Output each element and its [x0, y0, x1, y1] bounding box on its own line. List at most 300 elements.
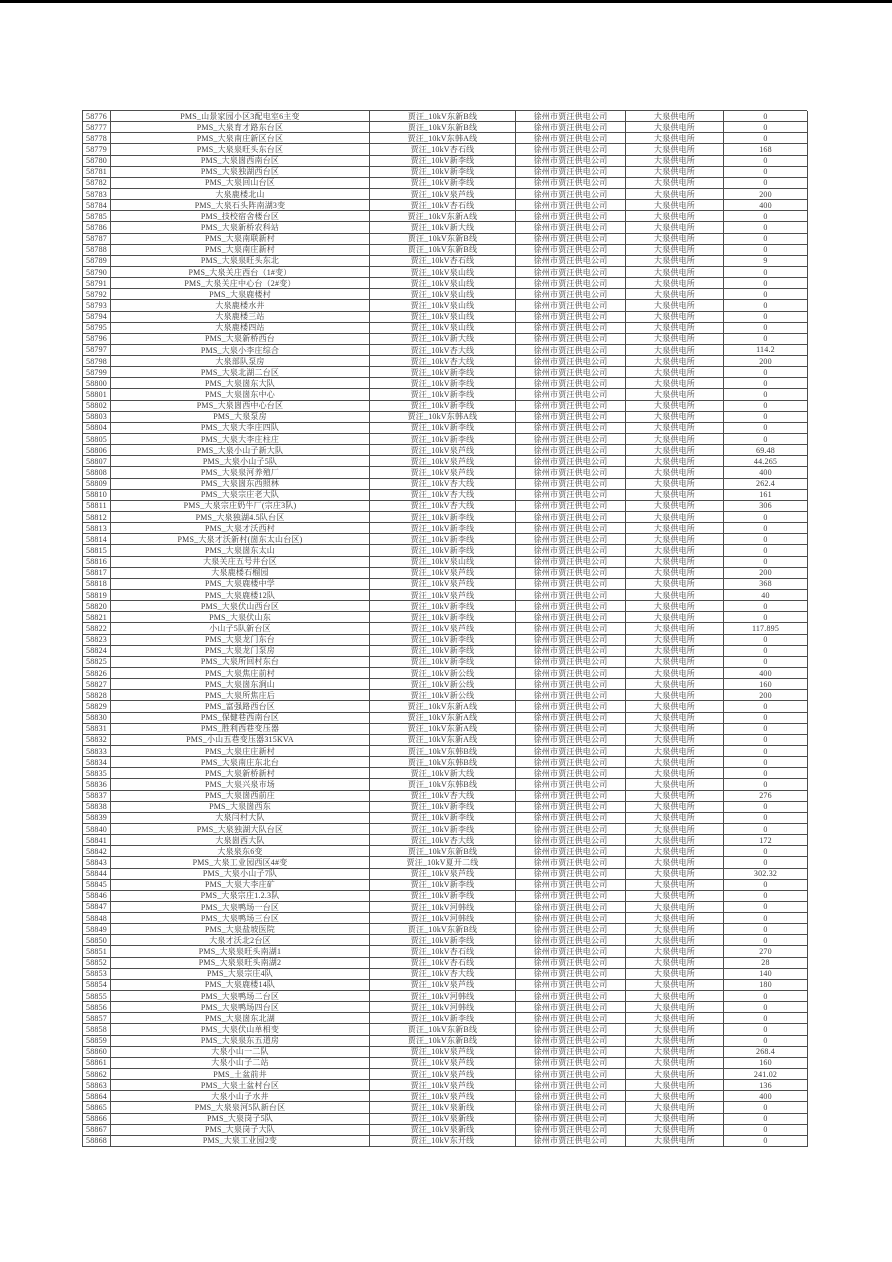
- cell-name: PMS_大泉泉旺头东台区: [111, 144, 370, 155]
- cell-name: PMS_大泉崮西中心台区: [111, 401, 370, 412]
- cell-id: 58830: [83, 713, 111, 724]
- cell-company: 徐州市贾汪供电公司: [516, 534, 626, 545]
- cell-company: 徐州市贾汪供电公司: [516, 958, 626, 969]
- cell-id: 58796: [83, 334, 111, 345]
- cell-company: 徐州市贾汪供电公司: [516, 467, 626, 478]
- cell-id: 58807: [83, 456, 111, 467]
- cell-name: PMS_大泉庄庄新村: [111, 746, 370, 757]
- cell-station: 大泉供电所: [626, 1002, 724, 1013]
- table-row: [83, 234, 808, 245]
- cell-name: PMS_大泉所回村东台: [111, 657, 370, 668]
- cell-company: 徐州市贾汪供电公司: [516, 378, 626, 389]
- cell-station: 大泉供电所: [626, 1114, 724, 1125]
- cell-name: PMS_大泉岗子5队: [111, 1114, 370, 1125]
- cell-value: 40: [724, 590, 808, 601]
- table-row: [83, 1091, 808, 1102]
- cell-line: 贾汪_10kV杏大线: [370, 835, 516, 846]
- table-row: [83, 389, 808, 400]
- table-row: [83, 835, 808, 846]
- cell-id: 58853: [83, 969, 111, 980]
- cell-station: 大泉供电所: [626, 735, 724, 746]
- cell-company: 徐州市贾汪供电公司: [516, 635, 626, 646]
- cell-id: 58823: [83, 635, 111, 646]
- cell-company: 徐州市贾汪供电公司: [516, 935, 626, 946]
- cell-line: 贾汪_10kV河韩线: [370, 1002, 516, 1013]
- cell-id: 58781: [83, 167, 111, 178]
- cell-value: 117.895: [724, 623, 808, 634]
- cell-company: 徐州市贾汪供电公司: [516, 1114, 626, 1125]
- cell-value: 0: [724, 334, 808, 345]
- table-row: [83, 612, 808, 623]
- cell-company: 徐州市贾汪供电公司: [516, 835, 626, 846]
- cell-value: 0: [724, 657, 808, 668]
- cell-company: 徐州市贾汪供电公司: [516, 1069, 626, 1080]
- cell-line: 贾汪_10kV新公线: [370, 679, 516, 690]
- cell-line: 贾汪_10kV河韩线: [370, 913, 516, 924]
- cell-station: 大泉供电所: [626, 1102, 724, 1113]
- cell-value: 270: [724, 946, 808, 957]
- cell-line: 贾汪_10kV杏石线: [370, 256, 516, 267]
- cell-value: 0: [724, 323, 808, 334]
- cell-company: 徐州市贾汪供电公司: [516, 245, 626, 256]
- cell-station: 大泉供电所: [626, 724, 724, 735]
- cell-value: 0: [724, 267, 808, 278]
- cell-line: 贾汪_10kV杏大线: [370, 969, 516, 980]
- table-row: [83, 902, 808, 913]
- cell-name: PMS_大泉伏山西台区: [111, 601, 370, 612]
- cell-id: 58865: [83, 1102, 111, 1113]
- cell-name: PMS_大泉龙门泵房: [111, 646, 370, 657]
- cell-station: 大泉供电所: [626, 935, 724, 946]
- cell-line: 贾汪_10kV新李线: [370, 378, 516, 389]
- cell-company: 徐州市贾汪供电公司: [516, 389, 626, 400]
- table-row: [83, 579, 808, 590]
- cell-station: 大泉供电所: [626, 713, 724, 724]
- cell-value: 0: [724, 434, 808, 445]
- cell-station: 大泉供电所: [626, 1125, 724, 1136]
- cell-station: 大泉供电所: [626, 701, 724, 712]
- cell-value: 0: [724, 367, 808, 378]
- cell-name: PMS_大泉育才路东台区: [111, 122, 370, 133]
- cell-station: 大泉供电所: [626, 490, 724, 501]
- cell-id: 58786: [83, 222, 111, 233]
- cell-value: 0: [724, 222, 808, 233]
- cell-line: 贾汪_10kV新李线: [370, 167, 516, 178]
- cell-value: 0: [724, 523, 808, 534]
- cell-station: 大泉供电所: [626, 434, 724, 445]
- cell-id: 58819: [83, 590, 111, 601]
- table-row: [83, 891, 808, 902]
- cell-value: 172: [724, 835, 808, 846]
- cell-value: 241.02: [724, 1069, 808, 1080]
- cell-id: 58803: [83, 412, 111, 423]
- cell-company: 徐州市贾汪供电公司: [516, 991, 626, 1002]
- cell-station: 大泉供电所: [626, 278, 724, 289]
- cell-id: 58868: [83, 1136, 111, 1147]
- cell-station: 大泉供电所: [626, 824, 724, 835]
- cell-station: 大泉供电所: [626, 423, 724, 434]
- cell-id: 58836: [83, 779, 111, 790]
- cell-station: 大泉供电所: [626, 345, 724, 356]
- table-row: [83, 156, 808, 167]
- cell-line: 贾汪_10kV东新B线: [370, 245, 516, 256]
- cell-id: 58851: [83, 946, 111, 957]
- cell-station: 大泉供电所: [626, 1069, 724, 1080]
- table-row: [83, 1036, 808, 1047]
- cell-id: 58791: [83, 278, 111, 289]
- cell-station: 大泉供电所: [626, 958, 724, 969]
- cell-line: 贾汪_10kV新李线: [370, 880, 516, 891]
- cell-station: 大泉供电所: [626, 156, 724, 167]
- cell-company: 徐州市贾汪供电公司: [516, 356, 626, 367]
- cell-name: 大泉小山子水井: [111, 1091, 370, 1102]
- cell-name: PMS_大泉土盆村台区: [111, 1080, 370, 1091]
- cell-value: 0: [724, 891, 808, 902]
- cell-value: 0: [724, 802, 808, 813]
- cell-company: 徐州市贾汪供电公司: [516, 646, 626, 657]
- cell-id: 58856: [83, 1002, 111, 1013]
- cell-name: PMS_大泉南庄东北台: [111, 757, 370, 768]
- cell-id: 58790: [83, 267, 111, 278]
- cell-id: 58808: [83, 467, 111, 478]
- cell-name: 大泉鹿楼石榴园: [111, 568, 370, 579]
- table-row: [83, 278, 808, 289]
- cell-company: 徐州市贾汪供电公司: [516, 735, 626, 746]
- cell-id: 58810: [83, 490, 111, 501]
- cell-line: 贾汪_10kV河韩线: [370, 991, 516, 1002]
- cell-company: 徐州市贾汪供电公司: [516, 846, 626, 857]
- cell-company: 徐州市贾汪供电公司: [516, 445, 626, 456]
- cell-company: 徐州市贾汪供电公司: [516, 612, 626, 623]
- cell-company: 徐州市贾汪供电公司: [516, 902, 626, 913]
- cell-name: PMS_大泉泉旺头南湖2: [111, 958, 370, 969]
- cell-id: 58867: [83, 1125, 111, 1136]
- cell-station: 大泉供电所: [626, 456, 724, 467]
- cell-name: PMS_大泉泉旺头东北: [111, 256, 370, 267]
- cell-line: 贾汪_10kV杏大线: [370, 356, 516, 367]
- table-row: [83, 456, 808, 467]
- cell-line: 贾汪_10kV泉山线: [370, 278, 516, 289]
- cell-company: 徐州市贾汪供电公司: [516, 222, 626, 233]
- table-row: [83, 880, 808, 891]
- cell-line: 贾汪_10kV东新B线: [370, 924, 516, 935]
- cell-value: 0: [724, 178, 808, 189]
- cell-station: 大泉供电所: [626, 256, 724, 267]
- cell-value: 9: [724, 256, 808, 267]
- cell-value: 302.32: [724, 869, 808, 880]
- cell-company: 徐州市贾汪供电公司: [516, 133, 626, 144]
- cell-id: 58866: [83, 1114, 111, 1125]
- cell-id: 58818: [83, 579, 111, 590]
- cell-id: 58812: [83, 512, 111, 523]
- table-row: [83, 690, 808, 701]
- cell-id: 58804: [83, 423, 111, 434]
- cell-company: 徐州市贾汪供电公司: [516, 1125, 626, 1136]
- cell-line: 贾汪_10kV新公线: [370, 668, 516, 679]
- table-row: [83, 133, 808, 144]
- cell-company: 徐州市贾汪供电公司: [516, 156, 626, 167]
- cell-id: 58794: [83, 312, 111, 323]
- cell-name: PMS_大泉南联新村: [111, 234, 370, 245]
- cell-line: 贾汪_10kV泉芦线: [370, 1080, 516, 1091]
- cell-value: 200: [724, 356, 808, 367]
- cell-id: 58792: [83, 289, 111, 300]
- cell-station: 大泉供电所: [626, 913, 724, 924]
- cell-id: 58838: [83, 802, 111, 813]
- cell-id: 58789: [83, 256, 111, 267]
- cell-value: 0: [724, 122, 808, 133]
- cell-line: 贾汪_10kV新公线: [370, 690, 516, 701]
- cell-station: 大泉供电所: [626, 690, 724, 701]
- cell-value: 0: [724, 1002, 808, 1013]
- cell-name: 小山子5队新台区: [111, 623, 370, 634]
- table-row: [83, 735, 808, 746]
- cell-station: 大泉供电所: [626, 891, 724, 902]
- table-row: [83, 1125, 808, 1136]
- cell-company: 徐州市贾汪供电公司: [516, 412, 626, 423]
- cell-station: 大泉供电所: [626, 568, 724, 579]
- cell-company: 徐州市贾汪供电公司: [516, 791, 626, 802]
- cell-station: 大泉供电所: [626, 534, 724, 545]
- cell-line: 贾汪_10kV新李线: [370, 401, 516, 412]
- cell-company: 徐州市贾汪供电公司: [516, 891, 626, 902]
- cell-company: 徐州市贾汪供电公司: [516, 802, 626, 813]
- cell-name: PMS_大泉宗庄老大队: [111, 490, 370, 501]
- cell-name: PMS_大泉伏山东: [111, 612, 370, 623]
- cell-id: 58839: [83, 813, 111, 824]
- cell-id: 58855: [83, 991, 111, 1002]
- cell-value: 0: [724, 389, 808, 400]
- cell-line: 贾汪_10kV泉芦线: [370, 1069, 516, 1080]
- cell-value: 262.4: [724, 479, 808, 490]
- cell-id: 58777: [83, 122, 111, 133]
- cell-line: 贾汪_10kV东韩A线: [370, 133, 516, 144]
- cell-name: PMS_大泉工业园2变: [111, 1136, 370, 1147]
- table-row: [83, 256, 808, 267]
- cell-station: 大泉供电所: [626, 846, 724, 857]
- cell-company: 徐州市贾汪供电公司: [516, 579, 626, 590]
- table-row: [83, 623, 808, 634]
- cell-id: 58780: [83, 156, 111, 167]
- table-row: [83, 289, 808, 300]
- cell-value: 0: [724, 913, 808, 924]
- cell-id: 58860: [83, 1047, 111, 1058]
- cell-line: 贾汪_10kV新李线: [370, 178, 516, 189]
- cell-company: 徐州市贾汪供电公司: [516, 1136, 626, 1147]
- cell-id: 58862: [83, 1069, 111, 1080]
- cell-value: 168: [724, 144, 808, 155]
- cell-station: 大泉供电所: [626, 835, 724, 846]
- table-row: [83, 300, 808, 311]
- cell-name: PMS_大泉崮西南台区: [111, 156, 370, 167]
- cell-name: PMS_大泉宗庄1.2.3队: [111, 891, 370, 902]
- cell-value: 140: [724, 969, 808, 980]
- cell-line: 贾汪_10kV杏大线: [370, 501, 516, 512]
- cell-value: 0: [724, 735, 808, 746]
- cell-company: 徐州市贾汪供电公司: [516, 679, 626, 690]
- cell-line: 贾汪_10kV新李线: [370, 1013, 516, 1024]
- cell-station: 大泉供电所: [626, 757, 724, 768]
- cell-station: 大泉供电所: [626, 211, 724, 222]
- cell-company: 徐州市贾汪供电公司: [516, 479, 626, 490]
- cell-company: 徐州市贾汪供电公司: [516, 779, 626, 790]
- cell-line: 贾汪_10kV东新A线: [370, 735, 516, 746]
- cell-id: 58854: [83, 980, 111, 991]
- cell-line: 贾汪_10kV东新B线: [370, 1024, 516, 1035]
- cell-company: 徐州市贾汪供电公司: [516, 289, 626, 300]
- cell-station: 大泉供电所: [626, 222, 724, 233]
- cell-value: 0: [724, 557, 808, 568]
- cell-company: 徐州市贾汪供电公司: [516, 345, 626, 356]
- cell-station: 大泉供电所: [626, 623, 724, 634]
- cell-value: 200: [724, 690, 808, 701]
- cell-company: 徐州市贾汪供电公司: [516, 746, 626, 757]
- cell-value: 306: [724, 501, 808, 512]
- table-row: [83, 445, 808, 456]
- cell-id: 58787: [83, 234, 111, 245]
- cell-name: PMS_大泉大李庄四队: [111, 423, 370, 434]
- cell-value: 0: [724, 512, 808, 523]
- cell-name: PMS_大泉北湖二台区: [111, 367, 370, 378]
- cell-value: 0: [724, 813, 808, 824]
- cell-id: 58858: [83, 1024, 111, 1035]
- cell-name: PMS_大泉鹿楼14队: [111, 980, 370, 991]
- cell-name: PMS_大泉大李庄矿: [111, 880, 370, 891]
- cell-company: 徐州市贾汪供电公司: [516, 234, 626, 245]
- cell-id: 58815: [83, 545, 111, 556]
- cell-value: 0: [724, 401, 808, 412]
- cell-id: 58814: [83, 534, 111, 545]
- table-row: [83, 724, 808, 735]
- table-row: [83, 1080, 808, 1091]
- cell-company: 徐州市贾汪供电公司: [516, 590, 626, 601]
- cell-station: 大泉供电所: [626, 501, 724, 512]
- cell-company: 徐州市贾汪供电公司: [516, 713, 626, 724]
- cell-station: 大泉供电所: [626, 657, 724, 668]
- table-row: [83, 111, 808, 122]
- table-row: [83, 545, 808, 556]
- cell-value: 200: [724, 568, 808, 579]
- cell-value: 0: [724, 245, 808, 256]
- table-row: [83, 512, 808, 523]
- cell-value: 0: [724, 378, 808, 389]
- cell-station: 大泉供电所: [626, 1058, 724, 1069]
- cell-line: 贾汪_10kV新李线: [370, 523, 516, 534]
- cell-station: 大泉供电所: [626, 813, 724, 824]
- cell-value: 160: [724, 679, 808, 690]
- cell-station: 大泉供电所: [626, 590, 724, 601]
- cell-value: 0: [724, 278, 808, 289]
- cell-line: 贾汪_10kV泉芦线: [370, 1047, 516, 1058]
- cell-value: 0: [724, 412, 808, 423]
- cell-name: PMS_胜利西巷变压器: [111, 724, 370, 735]
- cell-company: 徐州市贾汪供电公司: [516, 557, 626, 568]
- cell-value: 400: [724, 668, 808, 679]
- cell-company: 徐州市贾汪供电公司: [516, 144, 626, 155]
- cell-name: PMS_大泉崮东北湖: [111, 1013, 370, 1024]
- cell-id: 58844: [83, 869, 111, 880]
- cell-line: 贾汪_10kV杏大线: [370, 791, 516, 802]
- cell-company: 徐州市贾汪供电公司: [516, 724, 626, 735]
- cell-station: 大泉供电所: [626, 267, 724, 278]
- cell-company: 徐州市贾汪供电公司: [516, 423, 626, 434]
- cell-company: 徐州市贾汪供电公司: [516, 668, 626, 679]
- cell-station: 大泉供电所: [626, 245, 724, 256]
- cell-line: 贾汪_10kV新李线: [370, 367, 516, 378]
- cell-id: 58837: [83, 791, 111, 802]
- cell-value: 0: [724, 846, 808, 857]
- cell-name: PMS_大泉才沃新村(崮东太山台区): [111, 534, 370, 545]
- cell-station: 大泉供电所: [626, 378, 724, 389]
- table-row: [83, 323, 808, 334]
- cell-station: 大泉供电所: [626, 969, 724, 980]
- cell-company: 徐州市贾汪供电公司: [516, 501, 626, 512]
- scan-artifact-top-bar: [0, 0, 892, 3]
- cell-id: 58784: [83, 200, 111, 211]
- cell-name: PMS_大泉鹿楼村: [111, 289, 370, 300]
- table-row: [83, 969, 808, 980]
- cell-name: PMS_大泉鹿楼中学: [111, 579, 370, 590]
- table-row: [83, 1047, 808, 1058]
- cell-line: 贾汪_10kV泉芦线: [370, 1058, 516, 1069]
- cell-value: 0: [724, 312, 808, 323]
- cell-value: 0: [724, 880, 808, 891]
- cell-name: PMS_大泉崮西东: [111, 802, 370, 813]
- cell-id: 58824: [83, 646, 111, 657]
- cell-line: 贾汪_10kV新李线: [370, 935, 516, 946]
- cell-line: 贾汪_10kV新大线: [370, 768, 516, 779]
- cell-name: PMS_大泉崮东西照林: [111, 479, 370, 490]
- cell-line: 贾汪_10kV东韩B线: [370, 779, 516, 790]
- cell-value: 0: [724, 724, 808, 735]
- cell-station: 大泉供电所: [626, 122, 724, 133]
- cell-line: 贾汪_10kV东韩B线: [370, 746, 516, 757]
- cell-line: 贾汪_10kV杏大线: [370, 490, 516, 501]
- cell-value: 161: [724, 490, 808, 501]
- cell-name: PMS_大泉石头阵南湖3变: [111, 200, 370, 211]
- cell-value: 180: [724, 980, 808, 991]
- cell-company: 徐州市贾汪供电公司: [516, 1080, 626, 1091]
- cell-company: 徐州市贾汪供电公司: [516, 568, 626, 579]
- cell-id: 58845: [83, 880, 111, 891]
- cell-line: 贾汪_10kV东新A线: [370, 701, 516, 712]
- cell-name: PMS_大泉关庄西台（1#变）: [111, 267, 370, 278]
- cell-value: 0: [724, 156, 808, 167]
- cell-line: 贾汪_10kV新李线: [370, 824, 516, 835]
- cell-line: 贾汪_10kV东新B线: [370, 234, 516, 245]
- cell-value: 0: [724, 924, 808, 935]
- cell-name: 大泉鹿楼三站: [111, 312, 370, 323]
- cell-name: PMS_大泉南庄新村: [111, 245, 370, 256]
- cell-line: 贾汪_10kV泉新线: [370, 1125, 516, 1136]
- table-row: [83, 122, 808, 133]
- cell-value: 0: [724, 757, 808, 768]
- cell-value: 0: [724, 211, 808, 222]
- cell-id: 58779: [83, 144, 111, 155]
- table-row: [83, 312, 808, 323]
- cell-name: 大泉鹿楼北山: [111, 189, 370, 200]
- cell-line: 贾汪_10kV东新B线: [370, 846, 516, 857]
- cell-company: 徐州市贾汪供电公司: [516, 189, 626, 200]
- cell-name: PMS_大泉独湖大队台区: [111, 824, 370, 835]
- cell-name: PMS_大泉崮东太山: [111, 545, 370, 556]
- cell-name: PMS_大泉小山子新大队: [111, 445, 370, 456]
- cell-name: PMS_大泉崮东大队: [111, 378, 370, 389]
- cell-value: 0: [724, 534, 808, 545]
- cell-company: 徐州市贾汪供电公司: [516, 200, 626, 211]
- cell-line: 贾汪_10kV新李线: [370, 802, 516, 813]
- cell-company: 徐州市贾汪供电公司: [516, 1024, 626, 1035]
